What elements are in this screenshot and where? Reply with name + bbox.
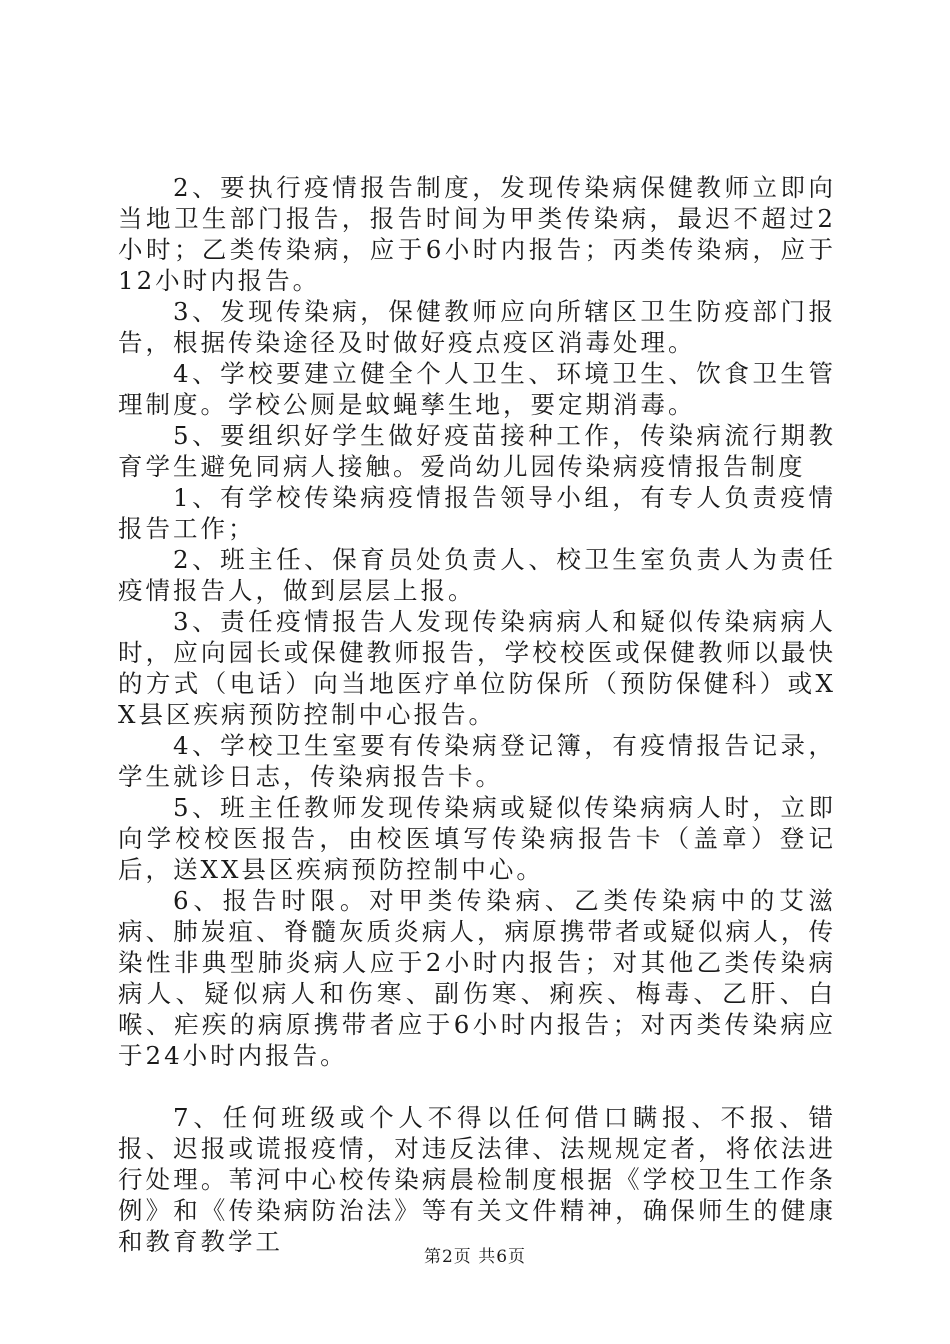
paragraph-report-to-epidemic-dept: 3、发现传染病，保健教师应向所辖区卫生防疫部门报告，根据传染途径及时做好疫点疫区消毒处理。	[118, 297, 836, 357]
paragraph-reporting-procedure: 3、责任疫情报告人发现传染病病人和疑似传染病病人时，应向园长或保健教师报告，学校校医或保健教师以最快的方式（电话）向当地医疗单位防保所（预防保健科）或XX县区疾病预防控制中心报告。	[118, 607, 836, 729]
paragraph-reporting-system: 2、要执行疫情报告制度，发现传染病保健教师立即向当地卫生部门报告，报告时间为甲类传染病，最迟不超过2小时；乙类传染病，应于6小时内报告；丙类传染病，应于12小时内报告。	[118, 173, 836, 295]
page-number-footer: 第2页 共6页	[423, 1247, 527, 1267]
paragraph-teacher-report: 5、班主任教师发现传染病或疑似传染病病人时，立即向学校校医报告，由校医填写传染病报告卡（盖章）登记后，送XX县区疾病预防控制中心。	[118, 793, 836, 884]
paragraph-registration-records: 4、学校卫生室要有传染病登记簿，有疫情报告记录，学生就诊日志，传染病报告卡。	[118, 731, 836, 791]
paragraph-responsible-reporters: 2、班主任、保育员处负责人、校卫生室负责人为责任疫情报告人，做到层层上报。	[118, 545, 836, 605]
paragraph-no-concealment: 7、任何班级或个人不得以任何借口瞒报、不报、错报、迟报或谎报疫情，对违反法律、法规规定者，将依法进行处理。苇河中心校传染病晨检制度根据《学校卫生工作条例》和《传染病防治法》等有关文件精神，确保师生的健康和教育教学工	[118, 1103, 836, 1256]
paragraph-vaccination: 5、要组织好学生做好疫苗接种工作，传染病流行期教育学生避免同病人接触。爱尚幼儿园传染病疫情报告制度	[118, 421, 836, 481]
paragraph-leading-group: 1、有学校传染病疫情报告领导小组，有专人负责疫情报告工作；	[118, 483, 836, 543]
paragraph-hygiene-management: 4、学校要建立健全个人卫生、环境卫生、饮食卫生管理制度。学校公厕是蚊蝇孳生地，要定期消毒。	[118, 359, 836, 419]
paragraph-spacer	[118, 1071, 836, 1102]
document-body	[118, 172, 836, 1257]
paragraph-time-limits: 6、报告时限。对甲类传染病、乙类传染病中的艾滋病、肺炭疽、脊髓灰质炎病人，病原携带者或疑似病人，传染性非典型肺炎病人应于2小时内报告；对其他乙类传染病病人、疑似病人和伤寒、副伤寒、痢疾、梅毒、乙肝、白喉、疟疾的病原携带者应于6小时内报告；对丙类传染病应于24小时内报告。	[118, 886, 836, 1070]
